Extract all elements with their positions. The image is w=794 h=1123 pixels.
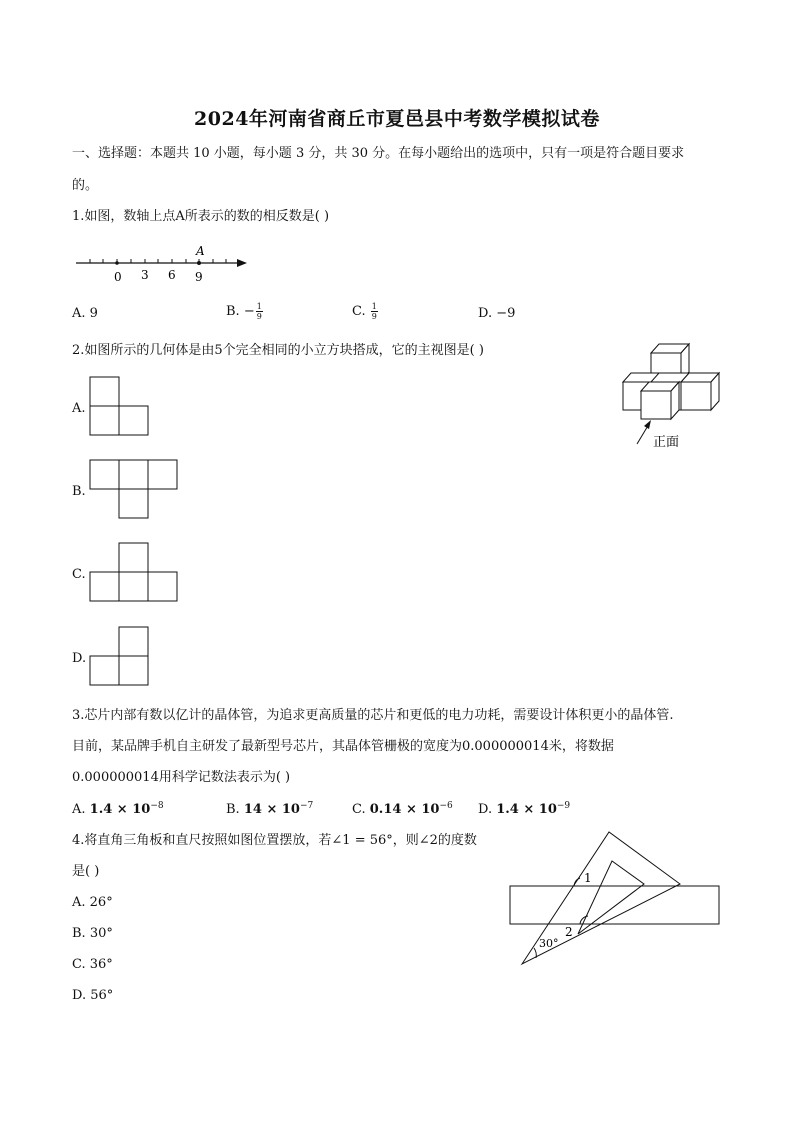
- q3-line3: 0.000000014用科学记数法表示为( ): [72, 770, 291, 785]
- q3-option-d[interactable]: [478, 801, 570, 817]
- origin-dot: [115, 261, 119, 265]
- number-line-ticks: [90, 259, 226, 263]
- tick-label-9: 9: [195, 270, 203, 284]
- q2-option-c-label[interactable]: C.: [72, 567, 86, 582]
- q4-option-c[interactable]: C. 36°: [72, 957, 113, 972]
- number-line-figure: [70, 240, 260, 286]
- q2-option-d-figure[interactable]: [89, 626, 151, 688]
- page-title: 2024年河南省商丘市夏邑县中考数学模拟试卷: [194, 108, 600, 130]
- q2-option-b-label[interactable]: B.: [72, 484, 86, 499]
- q3-line2: 目前，某品牌手机自主研发了最新型号芯片，其晶体管栅极的宽度为0.000000014米，将数据: [72, 739, 614, 754]
- q2-stem: 2.如图所示的几何体是由5个完全相同的小立方块搭成，它的主视图是( ): [72, 343, 484, 358]
- q2-option-a-label[interactable]: A.: [72, 401, 86, 416]
- q2-option-a-figure[interactable]: [89, 376, 151, 438]
- q1-option-b-prefix: B. −: [226, 304, 255, 319]
- triangle-ruler-figure: [505, 828, 725, 970]
- q4-line2: 是( ): [72, 864, 100, 879]
- q1-option-d[interactable]: D. −9: [478, 306, 516, 321]
- q2-option-d-label[interactable]: D.: [72, 651, 87, 666]
- q3-option-b-exponent: −7: [299, 801, 314, 811]
- q3-option-a-exponent: −8: [150, 801, 164, 811]
- q3-option-b-label: B.: [226, 802, 244, 817]
- q3-option-b-base: 14 × 10: [243, 802, 300, 817]
- q3-option-c-label: C.: [352, 802, 370, 817]
- q1-option-c-fraction: $\frac{1}{9}$: [371, 302, 377, 321]
- q4-option-d[interactable]: D. 56°: [72, 988, 114, 1003]
- q3-option-c[interactable]: [352, 801, 453, 817]
- angle-30-label: 30°: [539, 937, 559, 950]
- q1-option-a[interactable]: A. 9: [72, 306, 98, 321]
- angle-1-arc: [574, 878, 580, 886]
- angle-2-label: 2: [565, 925, 573, 939]
- section-instructions-line2: 的。: [72, 178, 99, 193]
- q3-line1: 3.芯片内部有数以亿计的晶体管，为追求更高质量的芯片和更低的电力功耗，需要设计体积更小的晶体管.: [72, 708, 674, 723]
- point-a-label: A: [196, 244, 205, 258]
- number-line-arrow: [237, 259, 247, 267]
- ruler: [510, 886, 719, 924]
- q4-line1: 4.将直角三角板和直尺按照如图位置摆放，若∠1 = 56°，则∠2的度数: [72, 833, 477, 848]
- q3-option-c-base: 0.14 × 10: [369, 802, 440, 817]
- q4-option-b[interactable]: B. 30°: [72, 926, 113, 941]
- q3-option-a-label: A.: [72, 802, 90, 817]
- cube-stack-figure: [615, 340, 727, 452]
- q1-option-b-fraction: $\frac{1}{9}$: [256, 302, 262, 321]
- q1-option-c[interactable]: [352, 302, 378, 321]
- q3-option-a[interactable]: [72, 801, 164, 817]
- q3-option-c-exponent: −6: [439, 801, 453, 811]
- q3-option-d-label: D.: [478, 802, 497, 817]
- front-arrow-head: [644, 420, 651, 429]
- angle-30-arc: [534, 948, 536, 958]
- q3-option-d-base: 1.4 × 10: [496, 802, 557, 817]
- q1-option-c-prefix: C.: [352, 304, 370, 319]
- q4-option-a[interactable]: A. 26°: [72, 895, 113, 910]
- front-label: 正面: [653, 435, 680, 450]
- tick-label-3: 3: [141, 268, 149, 282]
- q3-option-b[interactable]: [226, 801, 313, 817]
- section-instructions-line1: 一、选择题：本题共 10 小题，每小题 3 分，共 30 分。在每小题给出的选项中，只有一项是符合题目要求: [72, 146, 685, 161]
- point-a-dot: [197, 261, 201, 265]
- tick-label-0: 0: [114, 270, 122, 284]
- q3-option-a-base: 1.4 × 10: [89, 802, 151, 817]
- q1-option-b[interactable]: [226, 302, 263, 321]
- q1-stem: 1.如图，数轴上点A所表示的数的相反数是( ): [72, 209, 330, 224]
- tick-label-6: 6: [168, 268, 176, 282]
- q3-option-d-exponent: −9: [556, 801, 571, 811]
- q2-option-b-figure[interactable]: [89, 459, 181, 521]
- angle-1-label: 1: [584, 871, 592, 885]
- q2-option-c-figure[interactable]: [89, 542, 181, 604]
